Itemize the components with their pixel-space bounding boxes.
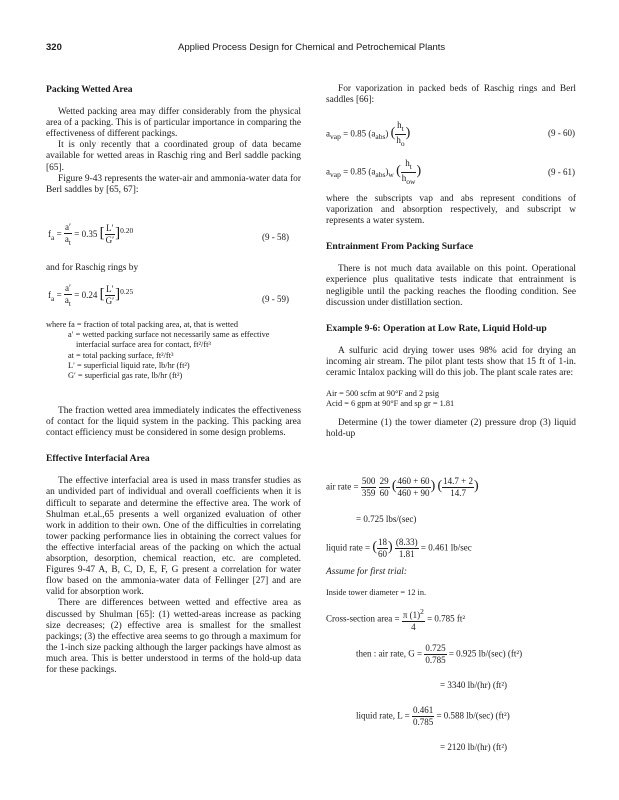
entrainment-heading: Entrainment From Packing Surface bbox=[326, 241, 474, 253]
liq-rate-result: = 0.588 lb/(sec) (ft²) bbox=[436, 710, 510, 721]
air-rate-equation: air rate = $\frac{500}{359}$ $\frac{29}{60}$ ( $\frac{460 + 60}{460 + 90}$ ) ( $\frac{14.7 + 2}{14.7}$ ) bbox=[326, 476, 479, 498]
assume-line: Assume for first trial: bbox=[326, 567, 407, 577]
equation-9-61: $a_{vap} = 0.85$ $(a_{abs})_w$ ( $\frac{h_t}{h_{ow}}$ ) bbox=[326, 158, 422, 186]
equation-number: (9 - 58) bbox=[262, 232, 289, 242]
equation-9-58: $f_a$ = $\frac{a'}{a_t}$ = 0.35 [ $\frac{L'}{G'}$ ]$^{0.20}$ bbox=[48, 222, 134, 247]
where-line: a′ = wetted packing surface not necessarily same as effective interfacial surface area for contact, ft²/ft³ bbox=[68, 330, 270, 350]
paragraph: Determine (1) the tower diameter (2) pressure drop (3) liquid hold-up bbox=[326, 417, 576, 439]
paragraph: It is only recently that a coordinated group of data became available for wetted areas in Raschig ring and Berl saddle packing [65]. bbox=[46, 140, 301, 173]
air-rate-label: air rate = bbox=[326, 481, 359, 492]
air-rate-hr: = 3340 lb/(hr) (ft²) bbox=[440, 680, 508, 690]
example-heading: Example 9-6: Operation at Low Rate, Liquid Hold-up bbox=[326, 322, 547, 334]
left-column-lower bbox=[46, 406, 301, 676]
liquid-rate-label: liquid rate = bbox=[326, 542, 371, 553]
air-rate-result: = 0.725 lbs/(sec) bbox=[356, 514, 417, 524]
paragraph: There are differences between wetted and effective area as discussed by Shulman [65]: (1) wetted-areas increase as packing size decreases; (2) effective area is smallest for the smallest packings; (3) the effective area seems to go through a maximum for the 1-inch size packing although the larger packings have almost as much area. This is better understood in terms of the hold-up data for these packings. bbox=[46, 598, 301, 675]
liq-rate-label: liquid rate, L = bbox=[356, 710, 410, 721]
where-line: L′ = superficial liquid rate, lb/hr (ft²) bbox=[68, 360, 190, 370]
where-list bbox=[46, 320, 301, 381]
equation-9-60: $a_{vap} = 0.85$ $(a_{abs})$ ( $\frac{h_t}{h_o}$ ) bbox=[326, 120, 411, 148]
page-number: 320 bbox=[46, 42, 62, 53]
paragraph: For vaporization in packed beds of Raschig rings and Berl saddles [66]: bbox=[326, 84, 576, 106]
equation-number: (9 - 59) bbox=[262, 294, 289, 304]
where-line: where fa = fraction of total packing area, at, that is wetted bbox=[46, 320, 238, 329]
air-line: Air = 500 scfm at 90°F and 2 psig bbox=[326, 389, 440, 399]
where-line: G′ = superficial gas rate, lb/hr (ft²) bbox=[68, 371, 183, 381]
paragraph: There is not much data available on this point. Operational experience plus qualitative tests indicate that entrainment is negligible until the packing reaches the flooding condition. See discussion under distillation section. bbox=[326, 264, 576, 308]
equation-number: (9 - 60) bbox=[548, 128, 575, 138]
then-air-label: then : air rate, G = bbox=[356, 648, 423, 659]
effective-area-heading: Effective Interfacial Area bbox=[46, 453, 150, 465]
paragraph: where the subscripts vap and abs represent conditions of vaporization and absorption respectively, and subscript w represents a water system. bbox=[326, 194, 576, 227]
right-column-mid bbox=[326, 194, 576, 440]
left-column bbox=[46, 84, 301, 196]
running-title: Applied Process Design for Chemical and Petrochemical Plants bbox=[178, 42, 446, 53]
equation-9-59: $f_a$ = $\frac{a'}{a_t}$ = 0.24 [ $\frac{L'}{G'}$ ]$^{0.25}$ bbox=[48, 283, 134, 308]
liquid-rate-hr: = 2120 lb/(hr) (ft²) bbox=[440, 742, 508, 752]
equation-number: (9 - 61) bbox=[548, 167, 575, 177]
paragraph: The fraction wetted area immediately indicates the effectiveness of contact for the liquid system in the packing. This packing area contact efficiency must be considered in some design problems. bbox=[46, 406, 301, 439]
liquid-rate-result: = 0.461 lb/sec bbox=[420, 542, 472, 553]
paragraph: Wetted packing area may differ considerably from the physical area of a packing. This is of particular importance in comparing the effectiveness of different packings. bbox=[46, 107, 301, 140]
paragraph: A sulfuric acid drying tower uses 98% acid for drying an incoming air stream. The pilot plant tests show that 15 ft of 1-in. ceramic Intalox packing will do this job. The plant scale rates are: bbox=[326, 345, 576, 379]
wetted-area-heading: Packing Wetted Area bbox=[46, 84, 133, 95]
liquid-rate-l-equation: liquid rate, L = $\frac{0.461}{0.785}$ = 0.588 lb/(sec) (ft²) bbox=[356, 705, 510, 727]
paragraph: The effective interfacial area is used in mass transfer studies as an undivided part of individual and overall coefficients when it is difficult to separate and determine the effective area. The work of Shulman et.al.,65 presents a well organized evaluation of other work in addition to their own. One of the difficulties in correlating tower packing performance lies in obtaining the correct values for the effective interfacial areas of the packing on which the actual absorption, desorption, chemical reaction, etc. are completed. Figures 9-47 A, B, C, D, E, F, G present a correlation for water flow based on the ammonia-water data of Fellinger [27] and are valid for absorption work. bbox=[46, 476, 301, 598]
raschig-line: and for Raschig rings by bbox=[46, 263, 139, 273]
where-line: at = total packing surface, ft²/ft³ bbox=[68, 350, 174, 360]
cross-section-equation: Cross-section area = $\frac{\pi (1)^2}{4}$ = 0.785 ft² bbox=[326, 607, 466, 632]
paragraph: Figure 9-43 represents the water-air and ammonia-water data for Berl saddles by [65, 67]: bbox=[46, 173, 301, 195]
then-air-result: = 0.925 lb/(sec) (ft²) bbox=[448, 648, 523, 659]
air-rate-g-equation: then : air rate, G = $\frac{0.725}{0.785}$ = 0.925 lb/(sec) (ft²) bbox=[356, 643, 523, 665]
right-column bbox=[326, 84, 576, 106]
cross-section-result: = 0.785 ft² bbox=[427, 613, 466, 624]
inside-diameter: Inside tower diameter = 12 in. bbox=[326, 588, 427, 597]
liquid-rate-equation: liquid rate = ( $\frac{18}{60}$ ) $\frac{(8.33)}{1.81}$ = 0.461 lb/sec bbox=[326, 537, 472, 559]
cross-section-label: Cross-section area = bbox=[326, 613, 400, 624]
acid-line: Acid = 6 gpm at 90°F and sp gr = 1.81 bbox=[326, 399, 455, 409]
